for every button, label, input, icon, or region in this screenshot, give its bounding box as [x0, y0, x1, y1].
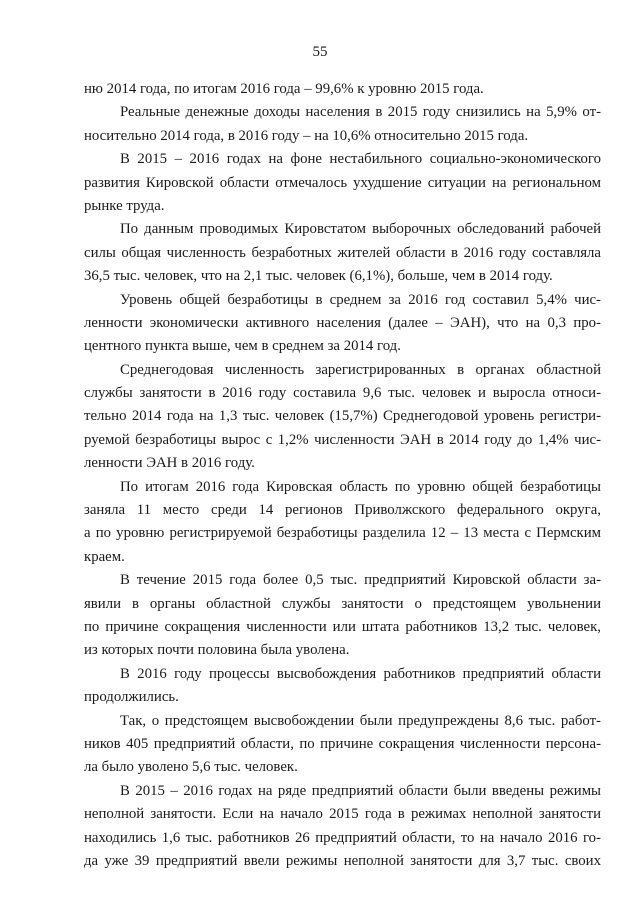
text-line: краем.	[84, 548, 125, 565]
text-line: да уже 39 предприятий ввели режимы неполной занятости для 3,7 тыс. своих	[84, 852, 601, 869]
text-line: По итогам 2016 года Кировская область по уровню общей безработицы	[120, 478, 601, 495]
text-line: В течение 2015 года более 0,5 тыс. предприятий Кировской области за-	[120, 572, 601, 589]
paragraph	[84, 476, 601, 570]
text-line: Реальные денежные доходы населения в 2015 году снизились на 5,9% от-	[120, 104, 601, 121]
text-line: центного пункта выше, чем в среднем за 2014 год.	[84, 338, 401, 355]
text-line: Так, о предстоящем высвобождении были предупреждены 8,6 тыс. работ-	[120, 712, 601, 729]
text-line: носительно 2014 года, в 2016 году – на 10,6% относительно 2015 года.	[84, 127, 529, 144]
text-line: В 2015 – 2016 годах на ряде предприятий области были введены режимы	[120, 782, 601, 799]
text-line: Уровень общей безработицы в среднем за 2016 год составил 5,4% чис-	[120, 291, 601, 308]
text-line: В 2015 – 2016 годах на фоне нестабильного социально-экономического	[120, 151, 601, 168]
paragraph	[84, 218, 601, 288]
paragraph	[84, 289, 601, 359]
text-line: руемой безработицы вырос с 1,2% численности ЭАН в 2014 году до 1,4% чис-	[84, 431, 601, 448]
text-line: ла было уволено 5,6 тыс. человек.	[84, 759, 298, 776]
paragraph	[84, 569, 601, 663]
text-line: а по уровню регистрируемой безработицы разделила 12 – 13 места с Пермским	[84, 525, 601, 542]
paragraph	[84, 710, 601, 780]
text-line: неполной занятости. Если на начало 2015 года в режимах неполной занятости	[84, 806, 601, 823]
paragraph	[84, 148, 601, 218]
text-line: 36,5 тыс. человек, что на 2,1 тыс. человек (6,1%), больше, чем в 2014 году.	[84, 268, 553, 285]
page-number: 55	[312, 44, 328, 60]
text-line: ленности ЭАН в 2016 году.	[84, 455, 255, 472]
text-line: явили в органы областной службы занятости о предстоящем увольнении	[84, 595, 601, 612]
text-line: ню 2014 года, по итогам 2016 года – 99,6% к уровню 2015 года.	[84, 81, 484, 97]
paragraph	[84, 359, 601, 476]
text-line: силы общая численность безработных жителей области в 2016 году составляла	[84, 244, 601, 261]
text-line: рынке труда.	[84, 197, 165, 214]
text-line: Среднегодовая численность зарегистрированных в органах областной	[120, 361, 601, 378]
text-line: службы занятости в 2016 году составила 9,6 тыс. человек и выросла относи-	[84, 385, 601, 402]
text-line: находились 1,6 тыс. работников 26 предприятий области, то на начало 2016 го-	[84, 829, 601, 846]
text-line: ников 405 предприятий области, по причине сокращения численности персона-	[84, 735, 601, 752]
text-line: По данным проводимых Кировстатом выборочных обследований рабочей	[120, 221, 601, 238]
paragraph	[84, 101, 601, 148]
text-line: продолжились.	[84, 689, 179, 706]
text-line: тельно 2014 года на 1,3 тыс. человек (15,7%) Среднегодовой уровень регистри-	[84, 408, 601, 425]
paragraph	[84, 78, 601, 101]
document-body	[84, 78, 601, 873]
text-line: развития Кировской области отмечалось ухудшение ситуации на региональном	[84, 174, 601, 191]
paragraph	[84, 780, 601, 874]
text-line: по причине сокращения численности или штата работников 13,2 тыс. человек,	[84, 618, 601, 635]
paragraph	[84, 663, 601, 710]
text-line: ленности экономически активного населения (далее – ЭАН), что на 0,3 про-	[84, 314, 601, 331]
text-line: из которых почти половина была уволена.	[84, 642, 350, 659]
text-line: заняла 11 место среди 14 регионов Приволжского федерального округа,	[84, 502, 601, 519]
text-line: В 2016 году процессы высвобождения работников предприятий области	[120, 665, 601, 682]
